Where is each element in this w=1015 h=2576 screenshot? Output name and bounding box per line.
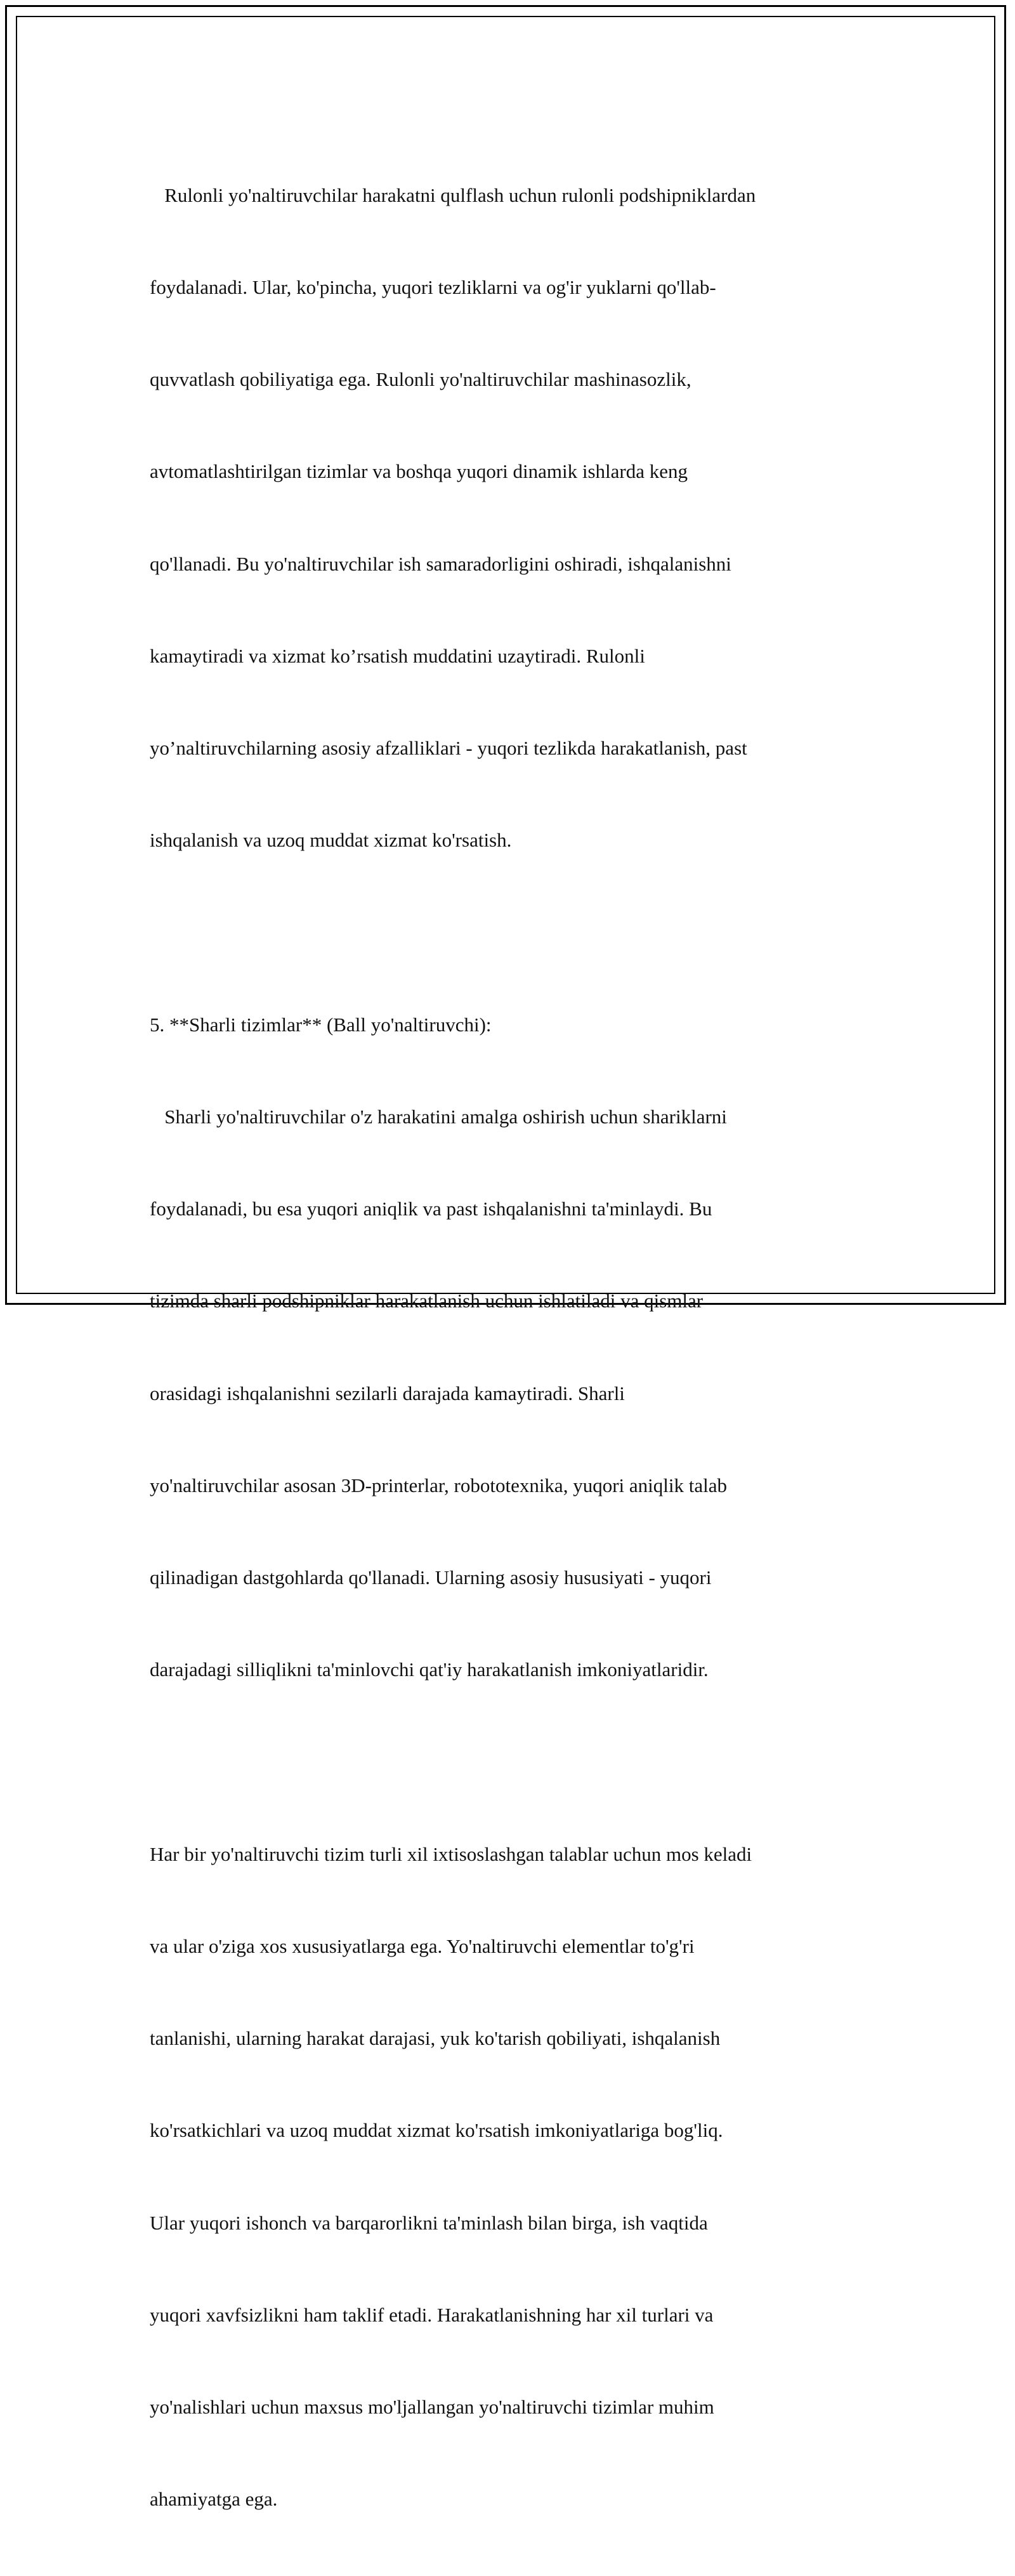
text-line: kamaytiradi va xizmat ko’rsatish muddatini uzaytiradi. Rulonli <box>150 644 645 667</box>
text-line: avtomatlashtirilgan tizimlar va boshqa yuqori dinamik ishlarda keng <box>150 460 688 483</box>
document-body <box>150 119 879 2576</box>
text-line: qilinadigan dastgohlarda qo'llanadi. Ularning asosiy hususiyati - yuqori <box>150 1566 712 1589</box>
paragraph-summary <box>150 1778 879 2576</box>
text-line: yo'naltiruvchilar asosan 3D-printerlar, robototexnika, yuqori aniqlik talab <box>150 1474 727 1496</box>
text-line: quvvatlash qobiliyatiga ega. Rulonli yo'naltiruvchilar mashinasozlik, <box>150 368 691 391</box>
text-line: foydalanadi, bu esa yuqori aniqlik va past ishqalanishni ta'minlaydi. Bu <box>150 1198 712 1220</box>
text-line: Rulonli yo'naltiruvchilar harakatni qulflash uchun rulonli podshipniklardan <box>150 183 756 206</box>
text-line: tanlanishi, ularning harakat darajasi, yuk ko'tarish qobiliyati, ishqalanish <box>150 2027 721 2050</box>
text-line: ko'rsatkichlari va uzoq muddat xizmat ko'rsatish imkoniyatlariga bog'liq. <box>150 2119 723 2142</box>
text-line: darajadagi silliqlikni ta'minlovchi qat'iy harakatlanish imkoniyatlaridir. <box>150 1658 709 1681</box>
text-line: yo’naltiruvchilarning asosiy afzalliklari - yuqori tezlikda harakatlanish, past <box>150 737 747 760</box>
text-line: va ular o'ziga xos xususiyatlarga ega. Yo'naltiruvchi elementlar to'g'ri <box>150 1934 695 1957</box>
paragraph-rulonli <box>150 119 879 918</box>
text-line: qo'llanadi. Bu yo'naltiruvchilar ish samaradorligini oshiradi, ishqalanishni <box>150 552 731 575</box>
text-line: tizimda sharli podshipniklar harakatlanish uchun ishlatiladi va qismlar <box>150 1290 704 1312</box>
text-line: yuqori xavfsizlikni ham taklif etadi. Harakatlanishning har xil turlari va <box>150 2303 714 2326</box>
section-sharli <box>150 948 879 1747</box>
text-line: Har bir yo'naltiruvchi tizim turli xil ixtisoslashgan talablar uchun mos keladi <box>150 1842 752 1865</box>
text-line: orasidagi ishqalanishni sezilarli darajada kamaytiradi. Sharli <box>150 1382 625 1404</box>
text-line: foydalanadi. Ular, ko'pincha, yuqori tezliklarni va og'ir yuklarni qo'llab- <box>150 276 716 299</box>
paragraph-gap <box>150 918 879 948</box>
text-line: yo'nalishlari uchun maxsus mo'ljallangan yo'naltiruvchi tizimlar muhim <box>150 2396 714 2419</box>
paragraph-gap <box>150 1747 879 1778</box>
section-heading: 5. **Sharli tizimlar** (Ball yo'naltiruvchi): <box>150 1013 492 1036</box>
text-line: Ular yuqori ishonch va barqarorlikni ta'minlash bilan birga, ish vaqtida <box>150 2211 708 2234</box>
text-line: ishqalanish va uzoq muddat xizmat ko'rsatish. <box>150 829 512 852</box>
text-line: ahamiyatga ega. <box>150 2488 278 2511</box>
text-line: Sharli yo'naltiruvchilar o'z harakatini amalga oshirish uchun shariklarni <box>150 1105 727 1128</box>
